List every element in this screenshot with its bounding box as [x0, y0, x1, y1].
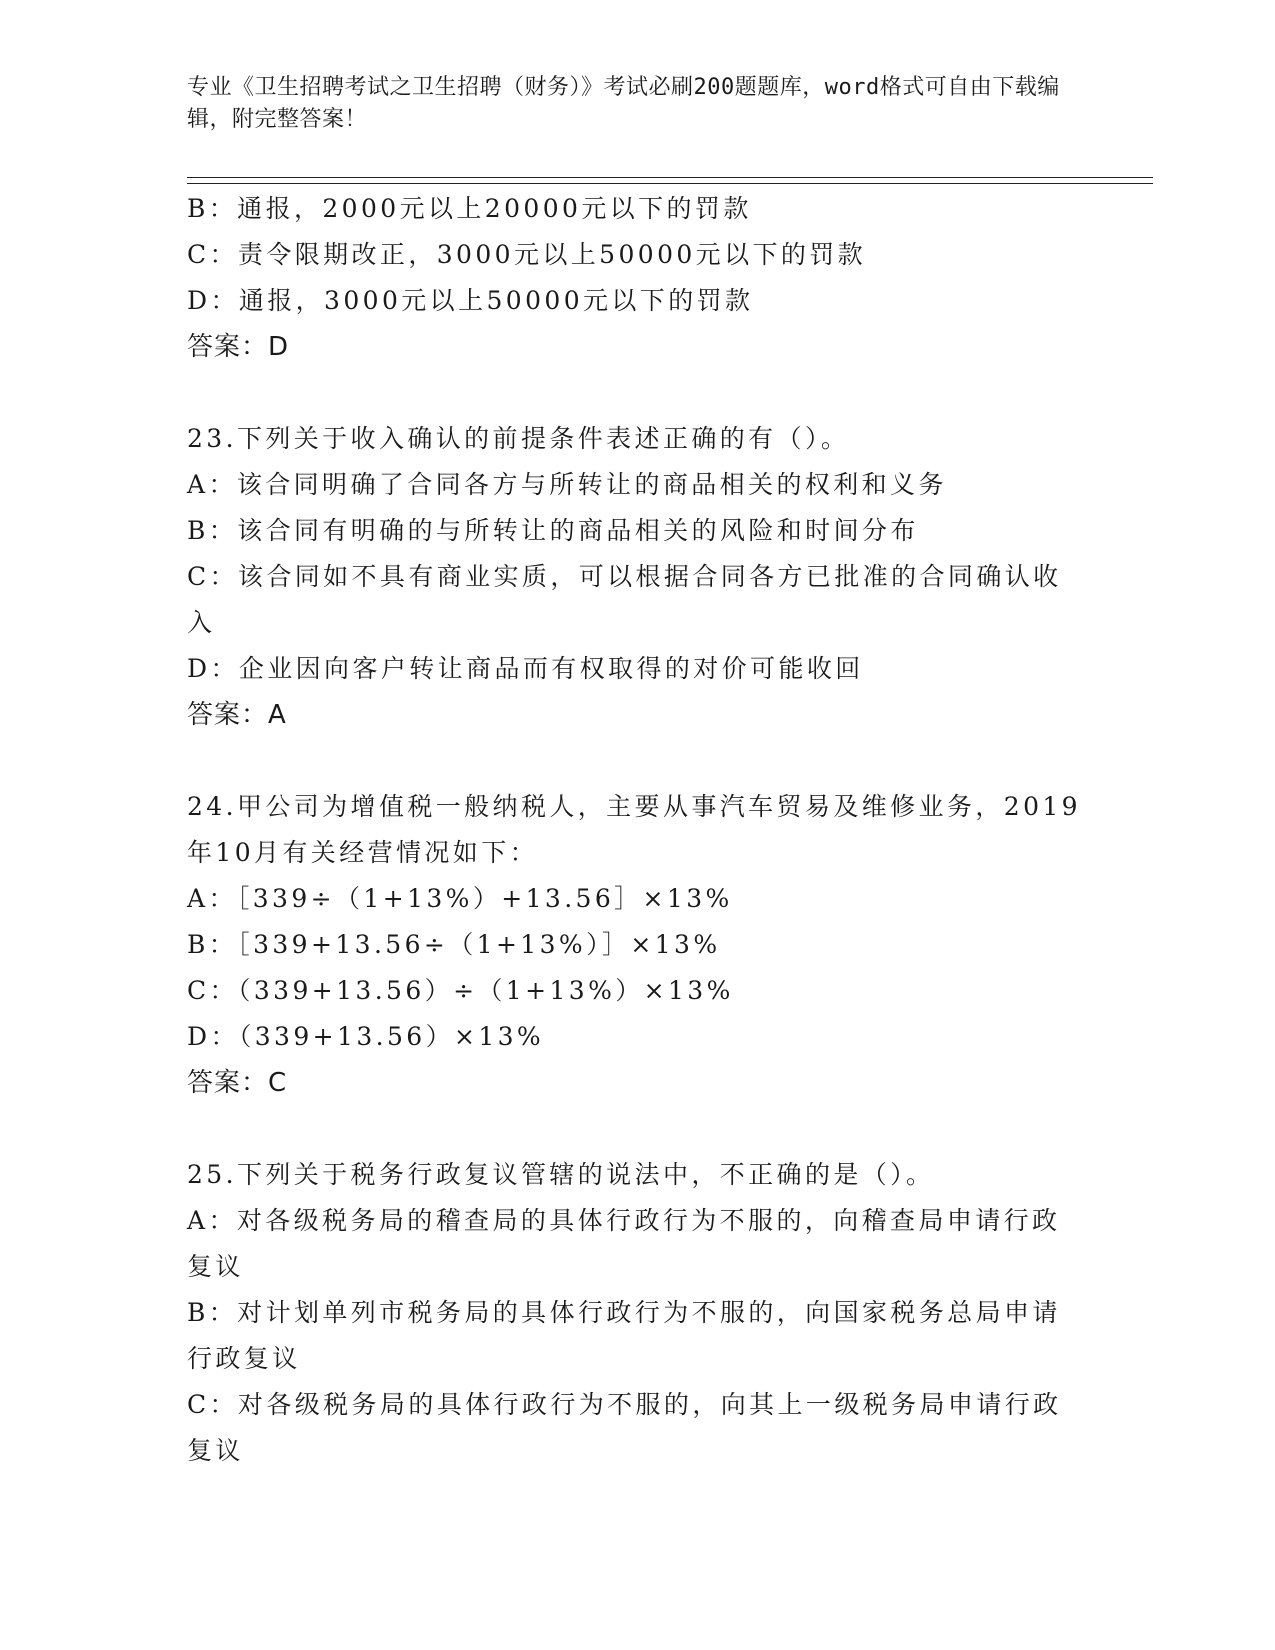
q24-option-c: C：（339+13.56）÷（1+13%）×13%	[187, 976, 734, 1005]
q24-option-b: B：［339+13.56÷（1+13%）］×13%	[187, 930, 721, 959]
q24-option-d: D：（339+13.56）×13%	[187, 1022, 545, 1051]
q22-option-c: C：责令限期改正，3000元以上50000元以下的罚款	[187, 240, 867, 269]
q24-answer: 答案：C	[187, 1068, 288, 1098]
q22-answer: 答案：D	[187, 332, 290, 362]
header-divider-top	[187, 177, 1153, 178]
q25-question: 25.下列关于税务行政复议管辖的说法中，不正确的是（）。	[187, 1160, 935, 1189]
q23-option-a: A：该合同明确了合同各方与所转让的商品相关的权利和义务	[187, 470, 947, 499]
q22-option-d: D：通报，3000元以上50000元以下的罚款	[187, 286, 754, 315]
spacer	[187, 738, 1087, 784]
q24-question: 24.甲公司为增值税一般纳税人，主要从事汽车贸易及维修业务，2019年10月有关经营情况如下：	[187, 792, 1081, 867]
q25-option-b: B：对计划单列市税务局的具体行政行为不服的，向国家税务总局申请行政复议	[187, 1298, 1061, 1373]
q25-option-a: A：对各级税务局的稽查局的具体行政行为不服的，向稽查局申请行政复议	[187, 1206, 1061, 1281]
q25-option-c: C：对各级税务局的具体行政行为不服的，向其上一级税务局申请行政复议	[187, 1390, 1062, 1465]
q23-option-d: D：企业因向客户转让商品而有权取得的对价可能收回	[187, 654, 864, 683]
document-header: 专业《卫生招聘考试之卫生招聘（财务）》考试必刷200题题库，word格式可自由下载编辑，附完整答案！	[187, 75, 1060, 132]
q23-answer: 答案：A	[187, 700, 287, 730]
spacer	[187, 1106, 1087, 1152]
q23-question: 23.下列关于收入确认的前提条件表述正确的有（）。	[187, 424, 850, 453]
header-divider-bottom	[187, 183, 1153, 184]
q22-option-b: B：通报，2000元以上20000元以下的罚款	[187, 194, 752, 223]
q24-option-a: A：［339÷（1+13%）+13.56］×13%	[187, 884, 733, 913]
q23-option-c: C：该合同如不具有商业实质，可以根据合同各方已批准的合同确认收入	[187, 562, 1062, 637]
document-body	[187, 186, 1087, 1474]
q23-option-b: B：该合同有明确的与所转让的商品相关的风险和时间分布	[187, 516, 919, 545]
spacer	[187, 370, 1087, 416]
